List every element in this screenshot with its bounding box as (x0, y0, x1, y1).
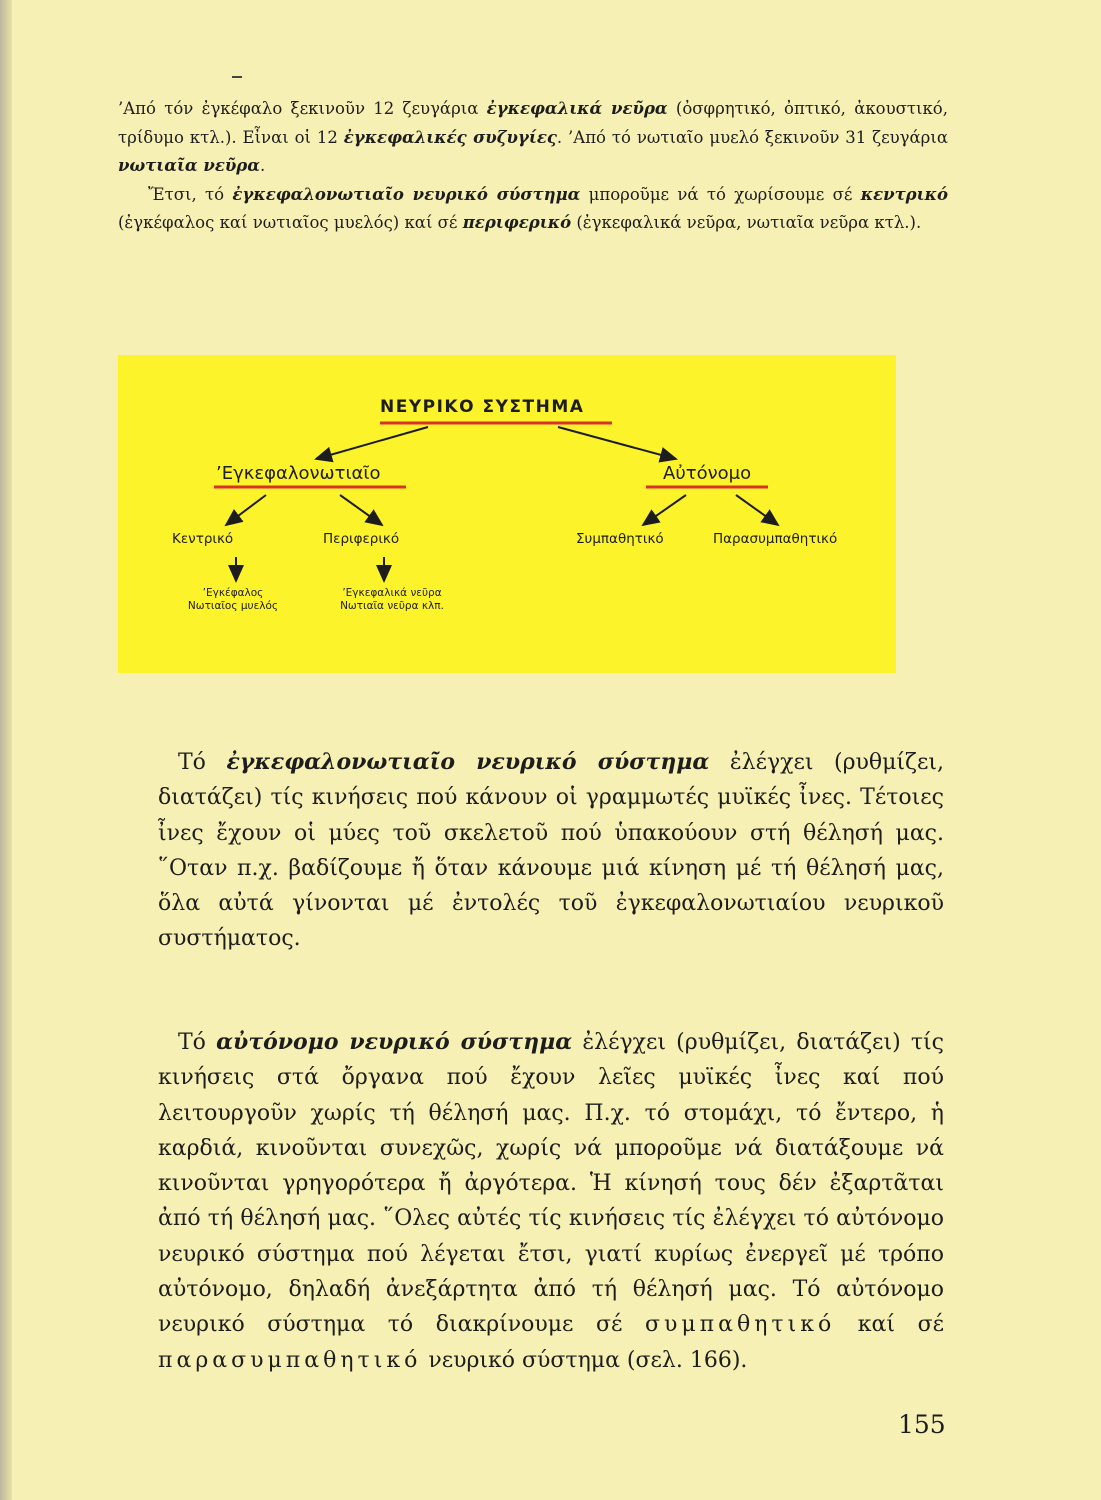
print-mark (232, 76, 242, 78)
arrow-right (558, 427, 676, 459)
intro-text (118, 95, 948, 238)
arrow-left (316, 427, 428, 459)
arrow-peripheral (340, 495, 382, 525)
peripheral-items (322, 587, 462, 613)
label-sympathetic: Συμπαθητικό (576, 531, 664, 547)
paragraph-cerebrospinal: Τό ἐγκεφαλονωτιαῖο νευρικό σύστημα ἐλέγχει (ρυθμίζει, διατάζει) τίς κινήσεις πού κάνουν οἱ γραμμωτές μυϊκές ἶνες. Τέτοιες ἶνες ἔχουν οἱ μύες τοῦ σκελετοῦ πού ὑπακούουν στή θέλησή μας. ῞Οταν π.χ. βαδίζουμε ἤ ὅταν κάνουμε μιά κίνηση μέ τή θέλησή μας, ὅλα αὐτά γίνονται μέ ἐντολές τοῦ ἐγκεφαλονωτιαίου νευρικοῦ συστήματος. (158, 749, 944, 952)
peripheral-item-spinal-nerves: Νωτιαῖα νεῦρα κλπ. (340, 600, 444, 612)
central-item-spinal-cord: Νωτιαῖος μυελός (187, 600, 279, 612)
label-central: Κεντρικό (172, 531, 234, 547)
intro-paragraph-1: ’Από τόν ἐγκέφαλο ξεκινοῦν 12 ζευγάρια ἐγκεφαλικά νεῦρα (ὀσφρητικό, ὀπτικό, ἀκουστικό, τρίδυμο κτλ.). Εἶναι οἱ 12 ἐγκεφαλικές συζυγίες. ’Από τό νωτιαῖο μυελό ξεκινοῦν 31 ζευγάρια νωτιαῖα νεῦρα. (118, 99, 948, 175)
arrow-parasympathetic (736, 495, 778, 525)
paragraph-autonomic: Τό αὐτόνομο νευρικό σύστημα ἐλέγχει (ρυθμίζει, διατάζει) τίς κινήσεις στά ὄργανα πού ἔχουν λεῖες μυϊκές ἶνες καί πού λειτουργοῦν χωρίς τή θέλησή μας. Π.χ. τό στομάχι, τό ἔντερο, ἡ καρδιά, κινοῦνται συνεχῶς, χωρίς νά μποροῦμε νά διατάξουμε νά κινοῦνται γρηγορότερα ἤ ἀργότερα. Ἡ κίνησή τους δέν ἐξαρτᾶται ἀπό τή θέλησή μας. ῞Ολες αὐτές τίς κινήσεις τίς ἐλέγχει τό αὐτόνομο νευρικό σύστημα πού λέγεται ἔτσι, γιατί κυρίως ἐνεργεῖ μέ τρόπο αὐτόνομο, δηλαδή ἀνεξάρτητα ἀπό τή θέλησή μας. Τό αὐτόνομο νευρικό σύστημα τό διακρίνουμε σέ συμπαθητικό καί σέ παρασυμπαθητικό νευρικό σύστημα (σελ. 166). (158, 1029, 944, 1373)
label-cerebrospinal: ’Εγκεφαλονωτιαῖο (216, 463, 381, 484)
peripheral-item-cranial-nerves: ’Εγκεφαλικά νεῦρα (342, 587, 442, 599)
central-item-brain: ’Εγκέφαλος (202, 587, 264, 599)
nervous-system-diagram (118, 355, 896, 673)
central-items (168, 587, 298, 613)
label-parasympathetic: Παρασυμπαθητικό (713, 531, 838, 547)
page-number: 155 (898, 1410, 946, 1439)
page-edge (0, 0, 12, 1500)
arrow-central (226, 495, 266, 525)
label-peripheral: Περιφερικό (323, 531, 400, 547)
diagram-title: ΝΕΥΡΙΚΟ ΣΥΣΤΗΜΑ (380, 397, 585, 417)
arrow-sympathetic (643, 495, 686, 525)
label-autonomic: Αὐτόνομο (663, 463, 752, 484)
intro-paragraph-2: Ἔτσι, τό ἐγκεφαλονωτιαῖο νευρικό σύστημα μποροῦμε νά τό χωρίσουμε σέ κεντρικό (ἐγκέφαλος καί νωτιαῖος μυελός) καί σέ περιφερικό (ἐγκεφαλικά νεῦρα, νωτιαῖα νεῦρα κτλ.). (118, 184, 949, 232)
